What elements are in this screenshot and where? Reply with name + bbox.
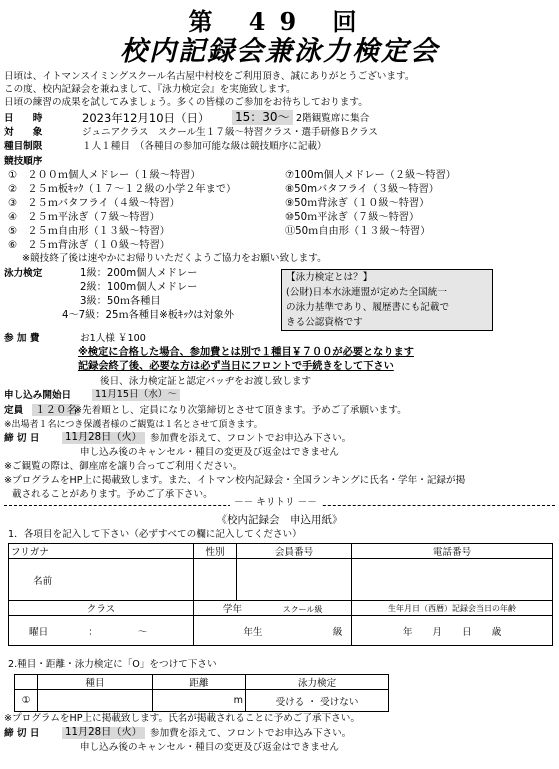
section2-title: 2.種目・距離・泳力検定に「O」をつけて下さい <box>8 659 217 670</box>
furigana-header: フリガナ <box>9 544 194 559</box>
date-value: 2023年12月10日（日） <box>82 111 210 125</box>
grade-header <box>194 601 352 616</box>
kentei-line: 4～7級：25ｍ各種目※板ｷｯｸは対象外 <box>62 310 234 321</box>
class-header: クラス <box>9 601 194 616</box>
apply-start-label: 申し込み開始日 <box>4 390 72 401</box>
hp-note: 載されることがあります。予めご了承下さい。 <box>12 489 213 500</box>
row-number: ① <box>15 690 38 712</box>
kentei-line: 2級：100m個人メドレー <box>80 282 198 293</box>
grade-label: 学年 <box>222 604 243 615</box>
kentei-header: 泳力検定 <box>246 675 389 690</box>
youbi-label: 曜日 <box>29 626 49 638</box>
kentei-box-line: きる公認資格です <box>286 317 363 328</box>
time-colon: ： <box>88 626 98 638</box>
deadline-value: 11月28日（火） <box>62 432 145 444</box>
deadline-label: 締 切 日 <box>4 433 40 444</box>
hp-note: ※プログラムをHP上に掲載致します。また、イトマン校内記録会・全国ランキングに氏名・学年・記録が掲 <box>4 475 466 486</box>
class-field[interactable] <box>9 616 194 646</box>
year-label: 年 <box>402 626 413 638</box>
capacity-label: 定員 <box>4 405 24 416</box>
fee-note: ※検定に合格した場合、参加費とは別で１種目￥７００が必要となります <box>78 347 414 358</box>
decline-option[interactable]: 受けない <box>320 696 359 708</box>
kentei-box-line: の泳力基準であり、履歴書にも記載で <box>286 302 450 313</box>
guardian-note: ※出場者１名につき保護者様のご観覧は１名とさせて頂きます。 <box>4 420 263 430</box>
intro-line: この度、校内記録会を兼ねまして、『泳力検定会』を実施致します。 <box>4 84 296 95</box>
distance-field[interactable]: m <box>153 690 246 712</box>
member-field[interactable] <box>237 559 352 601</box>
distance-header: 距離 <box>153 675 246 690</box>
event-item: ③ ２５ｍバタフライ（４級～特習） <box>8 198 180 209</box>
bottom-deadline-value: 11月28日（火） <box>62 727 145 739</box>
event-item: ⑤ ２５ｍ自由形（１３級～特習） <box>8 226 170 237</box>
date-note: 2階観覧席に集合 <box>296 113 370 124</box>
limit-value: １人１種目 （各種目の参加可能な級は競技順序に記載） <box>82 141 327 152</box>
date-time: 15：30～ <box>232 110 293 125</box>
capacity-note: ※先着順とし、定員になり次第締切とさせて頂きます。予めご了承願います。 <box>74 405 407 416</box>
bottom-deadline-note: 参加費を添えて、フロントでお申込み下さい。 <box>150 728 352 739</box>
kentei-info-box <box>281 269 493 331</box>
age-label: 歳 <box>491 626 502 638</box>
capacity-value: １２０名 <box>32 404 80 416</box>
event-item: ⑨50ｍ背泳ぎ（１０級～特習） <box>285 198 430 209</box>
event-item: ② ２５ｍ板ｷｯｸ（１７～１２級の小学２年まで） <box>8 184 237 195</box>
accept-option[interactable]: 受ける <box>275 696 305 708</box>
order-label: 競技順序 <box>4 156 43 167</box>
option-separator: ・ <box>307 696 317 708</box>
name-field[interactable]: 名前 <box>9 559 194 601</box>
birth-header: 生年月日（西暦）記録会当日の年齢 <box>352 601 553 616</box>
event-item: ⑪50ｍ自由形（１３級～特習） <box>285 226 431 237</box>
kentei-line: 3級：50ｍ各種目 <box>80 296 161 307</box>
bottom-deadline-note2: 申し込み後のキャンセル・種目の変更及び返金はできません <box>80 742 340 753</box>
event-item: ④ ２５ｍ平泳ぎ（７級～特習） <box>8 212 160 223</box>
watch-note: ※ご観覧の際は、御座席を譲り合ってご利用ください。 <box>4 461 243 472</box>
event-table <box>14 674 389 712</box>
page-title: 校内記録会兼泳力検定会 <box>120 36 439 67</box>
blank-header <box>15 675 38 690</box>
grade-field[interactable] <box>194 616 352 646</box>
fee-note: 記録会終了後、必要な方は必ず当日にフロントで手続きをして下さい <box>78 361 394 372</box>
birth-field[interactable] <box>352 616 553 646</box>
fee-label: 参 加 費 <box>4 333 40 344</box>
title-edition: 第 49 回 <box>188 7 371 36</box>
gender-field[interactable] <box>194 559 237 601</box>
event-item: ⑥ ２５ｍ背泳ぎ（１０級～特習） <box>8 240 170 251</box>
target-label: 対 象 <box>4 127 43 138</box>
badge-note: 後日、泳力検定証と認定バッヂをお渡し致します <box>100 376 312 387</box>
deadline-note: 参加費を添えて、フロントでお申込み下さい。 <box>150 433 352 444</box>
kentei-box-line: (公財)日本水泳連盟が定めた全国統一 <box>286 287 447 298</box>
events-note: ※競技終了後は速やかにお帰りいただくようご協力をお願い致します。 <box>22 253 327 264</box>
application-table <box>8 543 553 646</box>
kentei-field[interactable] <box>246 690 389 712</box>
event-header: 種目 <box>38 675 153 690</box>
gender-header: 性別 <box>194 544 237 559</box>
day-label: 日 <box>462 626 472 638</box>
kentei-label: 泳力検定 <box>4 268 43 279</box>
event-field[interactable] <box>38 690 153 712</box>
kentei-line: 1級：200m個人メドレー <box>80 268 198 279</box>
intro-line: 日頃は、イトマンスイミングスクール名古屋中村校をご利用頂き、誠にありがとうございます。 <box>4 71 415 82</box>
section1-title: 1．各項目を記入して下さい（必ずすべての欄に記入してください） <box>8 529 302 540</box>
event-item: ① ２００ｍ個人メドレー（１級～特習） <box>8 170 201 181</box>
phone-field[interactable] <box>352 559 553 601</box>
cut-label: －－ キリトリ －－ <box>230 497 321 509</box>
bottom-deadline-label: 締 切 日 <box>4 728 40 739</box>
event-item: ⑩50ｍ平泳ぎ（７級～特習） <box>285 212 420 223</box>
fee-value: お1人様 ￥100 <box>80 333 146 344</box>
kyu-label: 級 <box>332 626 343 638</box>
month-label: 月 <box>432 626 442 638</box>
nensei-label: 年生 <box>243 626 263 638</box>
phone-header: 電話番号 <box>352 544 553 559</box>
limit-label: 種目制限 <box>4 141 43 152</box>
date-label: 日 時 <box>4 113 43 124</box>
event-item: ⑦100m個人メドレー（２級～特習） <box>285 170 456 181</box>
event-item: ⑧50mバタフライ（３級～特習） <box>285 184 439 195</box>
time-tilde: ～ <box>137 626 148 638</box>
bottom-hp-note: ※プログラムをHP上に掲載致します。氏名が掲載されることに予めご了承下さい。 <box>4 713 360 724</box>
target-value: ジュニアクラス スクール生１７級～特習クラス・選手研修Ｂクラス <box>82 127 378 138</box>
form-title: 《校内記録会 申込用紙》 <box>216 514 343 526</box>
intro-line: 日頃の練習の成果を試してみましょう。多くの皆様のご参加をお待ちしております。 <box>4 97 368 108</box>
kentei-box-title: 【泳力検定とは？】 <box>286 272 373 283</box>
member-header: 会員番号 <box>237 544 352 559</box>
deadline-note2: 申し込み後のキャンセル・種目の変更及び返金はできません <box>80 447 340 458</box>
apply-start-value: 11月15日（水）～ <box>92 389 180 401</box>
school-grade-label: スクール級 <box>282 605 323 614</box>
